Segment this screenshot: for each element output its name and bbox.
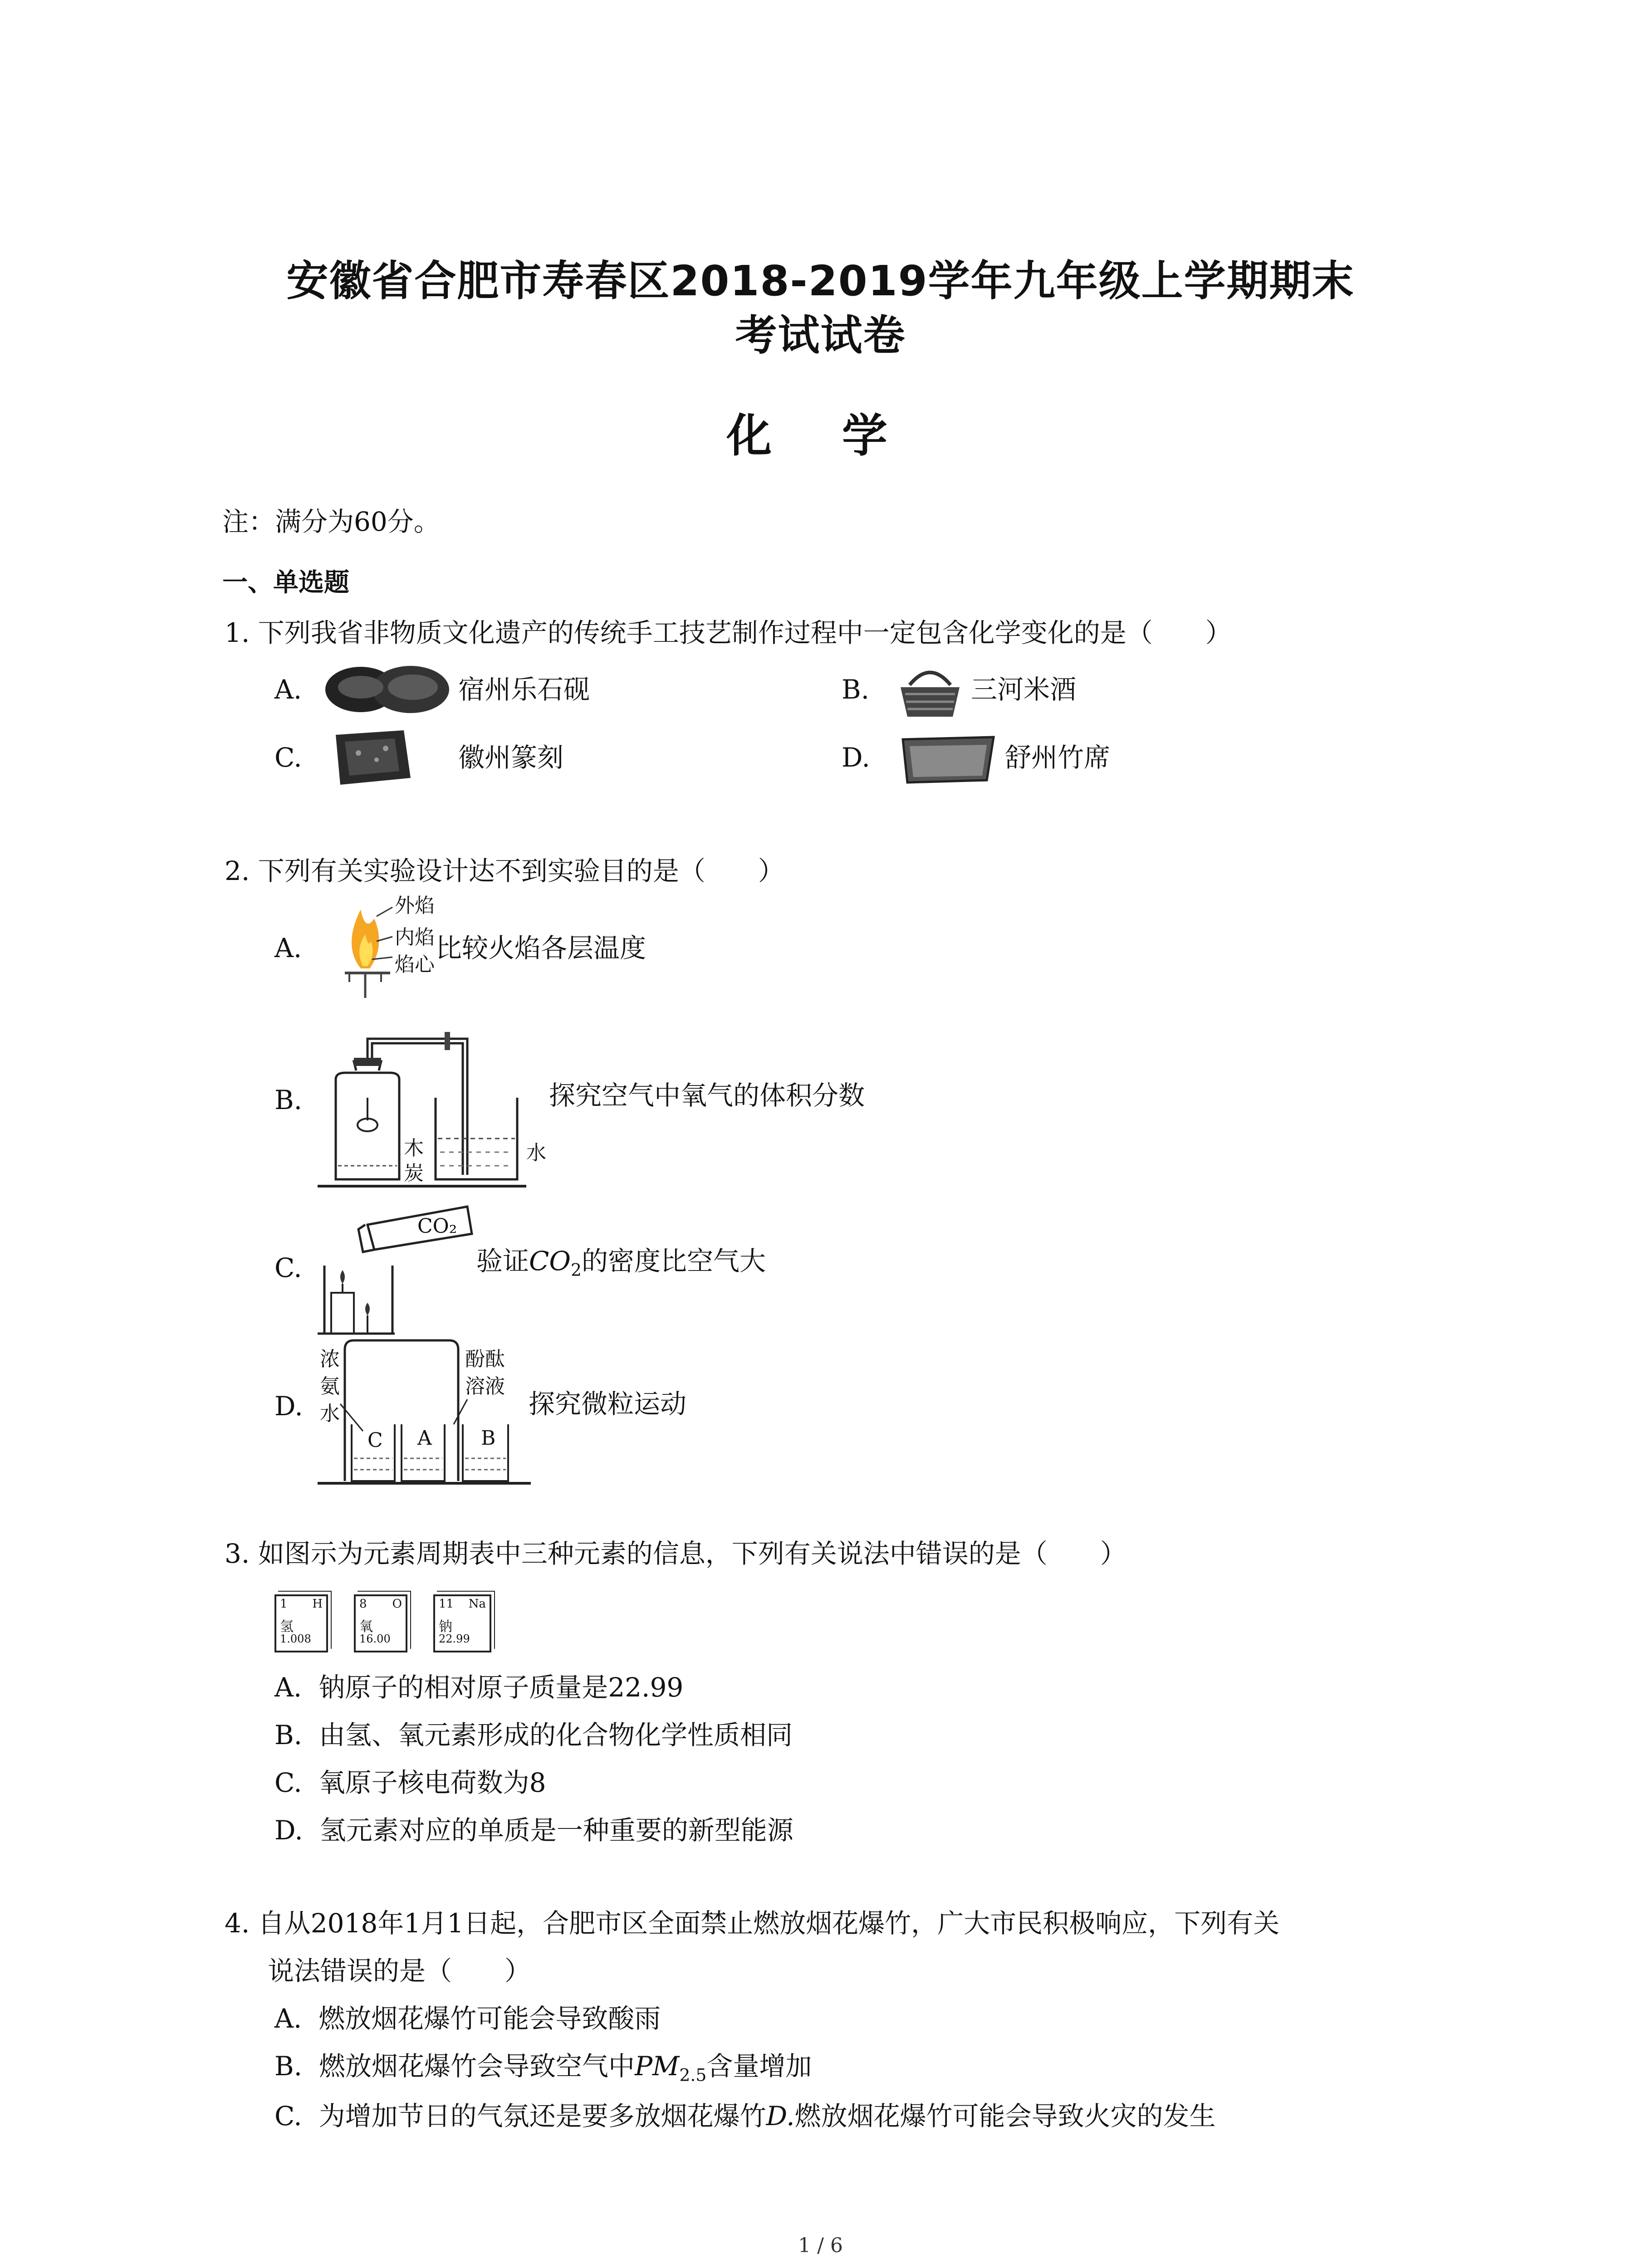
- element-number: 8: [359, 1597, 367, 1611]
- q1-option-b-text: 三河米酒: [971, 674, 1077, 705]
- q4-option-c: C. 为增加节日的气氛还是要多放烟花爆竹D.燃放烟花爆竹可能会导致火灾的发生: [274, 2101, 1216, 2131]
- q1-option-c-text: 徽州篆刻: [458, 742, 564, 773]
- charcoal-label-2: 炭: [404, 1162, 424, 1185]
- element-symbol: H: [312, 1597, 323, 1611]
- phenolphthalein-label: 酚酞: [465, 1348, 505, 1371]
- beaker-a-label: A: [417, 1427, 432, 1450]
- q1-stem: 1. 下列我省非物质文化遗产的传统手工技艺制作过程中一定包含化学变化的是（ ）: [225, 617, 1232, 648]
- q1-option-b-letter: B.: [842, 674, 870, 705]
- q4-option-a: A. 燃放烟花爆竹可能会导致酸雨: [274, 2003, 661, 2034]
- water-label: 水: [526, 1141, 546, 1164]
- seal-carving-icon: [327, 726, 417, 789]
- q3-option-c: C. 氧原子核电荷数为8: [274, 1767, 546, 1798]
- solution-label: 溶液: [465, 1375, 505, 1398]
- element-number: 11: [439, 1597, 454, 1611]
- section-heading: 一、单选题: [222, 568, 349, 597]
- element-card-oxygen: [354, 1594, 407, 1652]
- element-mass: 1.008: [280, 1633, 311, 1645]
- q3-option-d: D. 氢元素对应的单质是一种重要的新型能源: [274, 1815, 794, 1846]
- charcoal-label-1: 木: [404, 1137, 424, 1160]
- element-symbol: O: [392, 1597, 402, 1611]
- element-name: 钠: [439, 1619, 452, 1635]
- co2-bottle-label: CO₂: [417, 1215, 457, 1238]
- beaker-b-label: B: [481, 1427, 496, 1450]
- flame-core-label: 焰心: [395, 953, 435, 976]
- element-mass: 16.00: [359, 1633, 391, 1645]
- element-number: 1: [280, 1597, 288, 1611]
- q4-stem-line1: 4. 自从2018年1月1日起，合肥市区全面禁止燃放烟花爆竹，广大市民积极响应，下列有关: [225, 1908, 1280, 1939]
- q2-option-d-text: 探究微粒运动: [529, 1388, 687, 1419]
- q2-option-c-text: 验证$CO_2$的密度比空气大: [476, 1246, 766, 1280]
- q1-option-c-letter: C.: [274, 742, 302, 773]
- q1-option-d-text: 舒州竹席: [1005, 742, 1111, 773]
- exam-title-line1: 安徽省合肥市寿春区2018-2019学年九年级上学期期末: [286, 257, 1355, 305]
- inkstone-icon: [324, 665, 451, 714]
- q2-option-a-text: 比较火焰各层温度: [436, 933, 647, 963]
- q2-option-a-letter: A.: [274, 933, 302, 963]
- ammonia-label-3: 水: [320, 1402, 340, 1425]
- q2-option-b-text: 探究空气中氧气的体积分数: [549, 1080, 865, 1111]
- ammonia-label-2: 氨: [320, 1375, 340, 1398]
- exam-title-line2: 考试试卷: [735, 311, 906, 360]
- element-symbol: Na: [468, 1597, 486, 1611]
- q2-option-d-letter: D.: [274, 1391, 303, 1422]
- ammonia-label-1: 浓: [320, 1348, 340, 1371]
- bamboo-mat-icon: [896, 733, 1000, 787]
- q1-option-a-letter: A.: [274, 674, 302, 705]
- subject-heading: 化 学: [726, 409, 915, 462]
- element-card-sodium: [433, 1594, 491, 1652]
- element-card-hydrogen: [274, 1594, 328, 1652]
- rice-wine-basket-icon: [896, 660, 964, 719]
- score-note: 注：满分为60分。: [222, 506, 440, 537]
- q2-option-b-letter: B.: [274, 1085, 303, 1115]
- inner-flame-label: 内焰: [395, 926, 435, 949]
- q2-option-c-letter: C.: [274, 1252, 302, 1283]
- q3-option-b: B. 由氢、氧元素形成的化合物化学性质相同: [274, 1720, 793, 1750]
- q1-option-a-text: 宿州乐石砚: [458, 674, 590, 705]
- element-mass: 22.99: [439, 1633, 470, 1645]
- q3-stem: 3. 如图示为元素周期表中三种元素的信息，下列有关说法中错误的是（ ）: [225, 1538, 1127, 1569]
- q4-stem-line2: 说法错误的是（ ）: [268, 1955, 531, 1986]
- element-name: 氢: [280, 1619, 294, 1635]
- beaker-c-label: C: [367, 1429, 383, 1452]
- element-name: 氧: [359, 1619, 373, 1635]
- page-number: 1 / 6: [798, 2234, 843, 2257]
- q1-option-d-letter: D.: [842, 742, 870, 773]
- q4-option-b: B. 燃放烟花爆竹会导致空气中$PM_{2.5}$含量增加: [274, 2051, 812, 2085]
- q2-stem: 2. 下列有关实验设计达不到实验目的是（ ）: [225, 855, 784, 886]
- q3-option-a: A. 钠原子的相对原子质量是22.99: [274, 1672, 684, 1703]
- outer-flame-label: 外焰: [395, 894, 435, 917]
